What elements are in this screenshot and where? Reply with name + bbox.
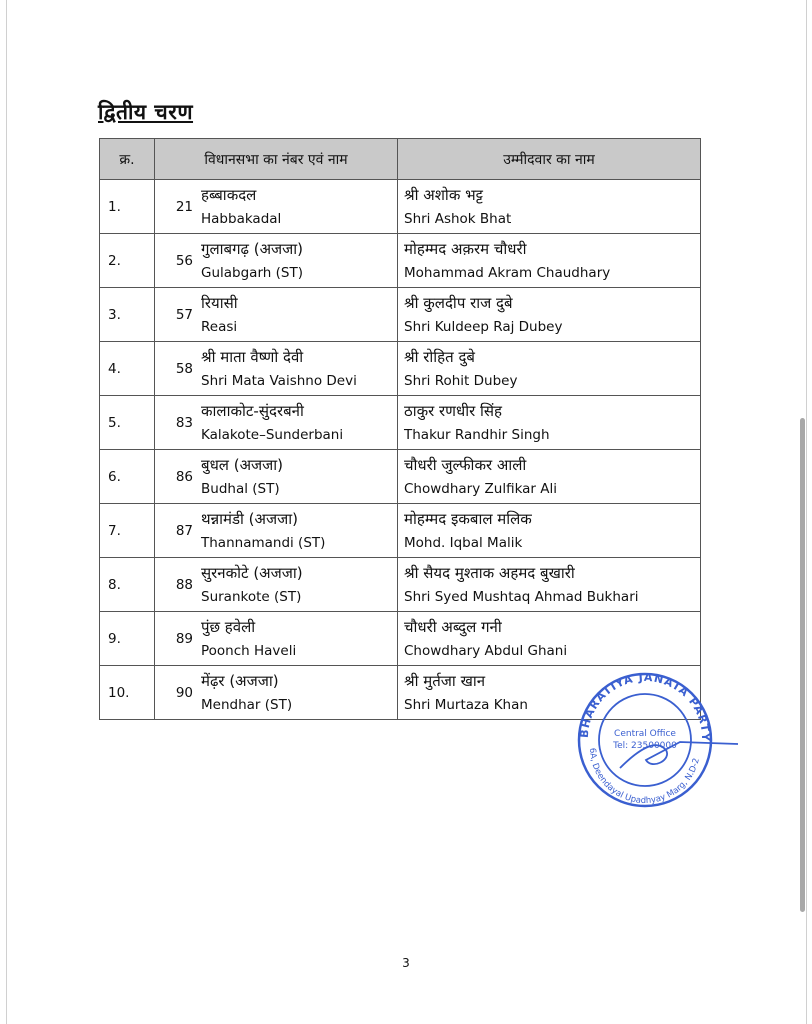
candidate-name-english: Mohd. Iqbal Malik <box>404 534 523 551</box>
constituency-name-english: Shri Mata Vaishno Devi <box>201 372 357 389</box>
candidate-name-hindi: चौधरी जुल्फीकर आली <box>404 455 527 474</box>
constituency-name-hindi: बुधल (अजजा) <box>201 455 284 474</box>
candidate-cell <box>398 612 701 666</box>
constituency-name-english: Budhal (ST) <box>201 480 280 497</box>
section-heading: द्वितीय चरण <box>98 100 194 124</box>
page-edge-left <box>6 0 7 1024</box>
candidate-name-hindi: मोहम्मद इकबाल मलिक <box>404 509 532 528</box>
page-number: 3 <box>402 956 410 970</box>
candidate-name-hindi: श्री कुलदीप राज दुबे <box>404 293 513 312</box>
constituency-number: 58 <box>155 342 198 396</box>
seal-outer-text: BHARATIYA JANATA PARTY <box>577 670 713 742</box>
header-constituency: विधानसभा का नंबर एवं नाम <box>155 139 398 180</box>
candidate-name-hindi: श्री अशोक भट्ट <box>404 185 483 204</box>
constituency-name-english: Gulabgarh (ST) <box>201 264 303 281</box>
candidate-name-english: Mohammad Akram Chaudhary <box>404 264 611 281</box>
serial-cell: 8. <box>100 558 155 612</box>
constituency-cell <box>197 450 398 504</box>
candidate-cell <box>398 234 701 288</box>
candidate-name-english: Shri Kuldeep Raj Dubey <box>404 318 563 335</box>
constituency-cell <box>197 180 398 234</box>
candidate-cell <box>398 180 701 234</box>
seal-line2: Tel: 23500000 <box>613 741 677 751</box>
constituency-number: 88 <box>155 558 198 612</box>
constituency-number: 90 <box>155 666 198 720</box>
constituency-cell <box>197 288 398 342</box>
constituency-number: 57 <box>155 288 198 342</box>
candidate-cell <box>398 396 701 450</box>
serial-cell: 2. <box>100 234 155 288</box>
candidate-name-hindi: मोहम्मद अक़रम चौधरी <box>404 239 527 258</box>
candidate-name-english: Chowdhary Abdul Ghani <box>404 642 568 659</box>
table-row <box>100 180 701 234</box>
candidate-name-english: Shri Ashok Bhat <box>404 210 512 227</box>
constituency-name-english: Reasi <box>201 318 238 335</box>
constituency-name-english: Habbakadal <box>201 210 282 227</box>
constituency-name-english: Surankote (ST) <box>201 588 302 605</box>
serial-cell: 10. <box>100 666 155 720</box>
constituency-name-hindi: हब्बाकदल <box>201 185 257 204</box>
constituency-name-hindi: थन्नामंडी (अजजा) <box>201 509 298 528</box>
serial-cell: 4. <box>100 342 155 396</box>
constituency-name-english: Poonch Haveli <box>201 642 297 659</box>
constituency-name-english: Thannamandi (ST) <box>201 534 326 551</box>
seal-line1: Central Office <box>614 729 676 739</box>
constituency-number: 87 <box>155 504 198 558</box>
constituency-number: 83 <box>155 396 198 450</box>
candidate-name-hindi: श्री मुर्तजा खान <box>404 671 486 690</box>
constituency-cell <box>197 234 398 288</box>
constituency-cell <box>197 504 398 558</box>
candidate-cell <box>398 450 701 504</box>
serial-cell: 9. <box>100 612 155 666</box>
svg-text:6A, Deendayal Upadhyay Marg, N <box>587 748 702 806</box>
constituency-name-hindi: पुंछ हवेली <box>201 617 256 636</box>
candidate-cell <box>398 342 701 396</box>
table-row <box>100 234 701 288</box>
header-serial: क्र. <box>100 139 155 180</box>
candidate-cell <box>398 288 701 342</box>
party-seal-stamp <box>560 668 750 808</box>
candidate-cell <box>398 504 701 558</box>
constituency-cell <box>197 666 398 720</box>
constituency-number: 89 <box>155 612 198 666</box>
constituency-name-hindi: रियासी <box>201 293 238 312</box>
table-body <box>100 180 701 720</box>
constituency-number: 86 <box>155 450 198 504</box>
table-row <box>100 504 701 558</box>
table-row <box>100 342 701 396</box>
header-candidate: उम्मीदवार का नाम <box>398 139 701 180</box>
serial-cell: 7. <box>100 504 155 558</box>
candidate-name-english: Shri Murtaza Khan <box>404 696 528 713</box>
table-row <box>100 558 701 612</box>
seal-address-text: 6A, Deendayal Upadhyay Marg, N.D-2 <box>586 747 702 807</box>
constituency-name-english: Mendhar (ST) <box>201 696 293 713</box>
constituency-cell <box>197 396 398 450</box>
serial-cell: 1. <box>100 180 155 234</box>
candidate-name-hindi: श्री रोहित दुबे <box>404 347 475 366</box>
candidate-name-english: Chowdhary Zulfikar Ali <box>404 480 558 497</box>
serial-cell: 3. <box>100 288 155 342</box>
constituency-name-hindi: कालाकोट-सुंदरबनी <box>201 401 304 420</box>
constituency-cell <box>197 342 398 396</box>
candidate-name-english: Shri Syed Mushtaq Ahmad Bukhari <box>404 588 639 605</box>
candidate-name-hindi: श्री सैयद मुश्ताक अहमद बुखारी <box>404 563 575 582</box>
table-row <box>100 288 701 342</box>
constituency-cell <box>197 612 398 666</box>
constituency-name-english: Kalakote–Sunderbani <box>201 426 344 443</box>
candidate-name-english: Thakur Randhir Singh <box>404 426 550 443</box>
table-header-row <box>100 139 701 180</box>
candidate-name-english: Shri Rohit Dubey <box>404 372 518 389</box>
constituency-name-hindi: श्री माता वैष्णो देवी <box>201 347 304 366</box>
candidate-cell <box>398 558 701 612</box>
constituency-cell <box>197 558 398 612</box>
page-edge-right <box>806 0 807 1024</box>
table-row <box>100 450 701 504</box>
vertical-scrollbar[interactable] <box>800 418 805 912</box>
serial-cell: 6. <box>100 450 155 504</box>
candidate-table <box>99 138 701 720</box>
serial-cell: 5. <box>100 396 155 450</box>
constituency-name-hindi: मेंढ़र (अजजा) <box>201 671 279 690</box>
constituency-name-hindi: सुरनकोटे (अजजा) <box>201 563 303 582</box>
constituency-number: 21 <box>155 180 198 234</box>
candidate-name-hindi: चौधरी अब्दुल गनी <box>404 617 502 636</box>
table-row <box>100 396 701 450</box>
table-row <box>100 612 701 666</box>
constituency-number: 56 <box>155 234 198 288</box>
candidate-name-hindi: ठाकुर रणधीर सिंह <box>404 401 503 420</box>
constituency-name-hindi: गुलाबगढ़ (अजजा) <box>201 239 304 258</box>
